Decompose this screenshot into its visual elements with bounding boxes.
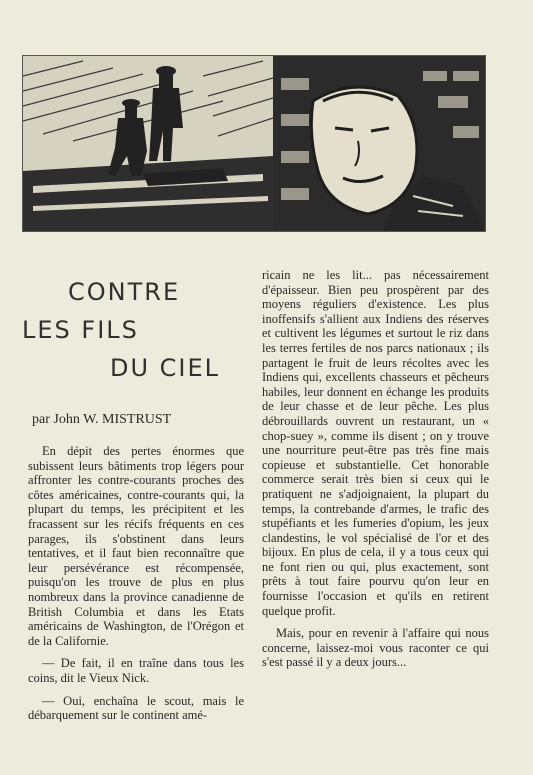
woodcut-scene: [23, 56, 485, 231]
right-column: [262, 268, 489, 678]
paragraph: ricain ne les lit... pas nécessairement d'épaisseur. Bien peu prospèrent par des moyens réguliers d'existence. Les plus inoffensifs s'allient aux Indiens des réserves et cultivent les légumes et surtout le riz dans les terres fertiles de nos parcs nationaux ; ils partagent le fruit de leurs récoltes avec les Indiens qui, excellents chasseurs et pêcheurs habiles, leur donnent en échange les produits de leur chasse et de leur pêche. Les plus débrouillards ouvrent un restaurant, un « chop-suey », comme ils disent ; on y trouve une nourriture peut-être pas très fine mais copieuse et substantielle. Cet honorable commerce serait très bien si ceux qui le pratiquent ne s'adjoignaient, la plupart du temps, la contrebande d'armes, le trafic des stupéfiants et les fumeries d'opium, les jeux clandestins, le vol spécialisé de l'or et des bijoux. En plus de cela, il y a tous ceux qui ne font rien ou qui, plus exactement, sont prêts à tout faire pourvu qu'on leur en fournisse l'occasion et qu'ils en retirent quelque profit.: [262, 268, 489, 618]
title-line-2: LES FILS: [22, 316, 139, 344]
left-column: [28, 444, 244, 731]
header-illustration: [22, 55, 486, 232]
byline: par John W. MISTRUST: [32, 412, 172, 427]
paragraph: Mais, pour en revenir à l'affaire qui nous concerne, laissez-moi vous raconter ce qui s'est passé il y a deux jours...: [262, 626, 489, 670]
paragraph: — De fait, il en traîne dans tous les coins, dit le Vieux Nick.: [28, 656, 244, 685]
title-line-1: CONTRE: [68, 278, 181, 306]
title-line-3: DU CIEL: [110, 354, 221, 382]
paragraph: — Oui, enchaîna le scout, mais le débarquement sur le continent amé-: [28, 693, 244, 723]
paragraph: En dépit des pertes énormes que subissent leurs bâtiments trop légers pour affronter les contre-courants proches des côtes américaines, contre-courants qui, la plupart du temps, les précipitent et les fracassent sur les récifs fréquents en ces parages, ils s'obstinent dans leurs tentatives, et il faut bien reconnaître que leur persévérance est récompensée, puisqu'on les trouve de plus en plus nombreux dans la province canadienne de British Columbia et dans les Etats américains de Washington, de l'Orégon et de la Californie.: [28, 444, 244, 648]
article-title: [22, 278, 247, 388]
